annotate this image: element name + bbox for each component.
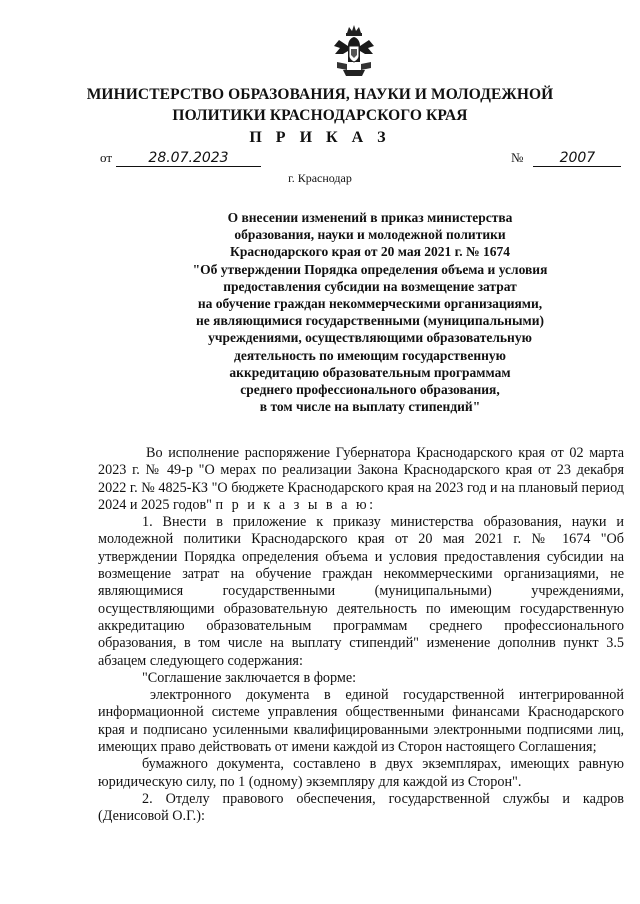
intro-action: п р и к а з ы в а ю: [215,496,376,513]
item-1-paragraph: 1. Внести в приложение к приказу министерства образования, науки и молодежной политики Краснодарского края от 20 мая 2021 г. № 1674 "Об утверждении Порядка определения объема и условия предоставления субсидии на возмещение затрат на обучение граждан некоммерческими организациями, не являющимися государственными (муниципальными) учреждениями, осуществляющими образовательную деятельность по имеющим государственную аккредитацию образовательным программам среднего профессионального образования, в том числе на выплату стипендий" изменение дополнив пункт 3.5 абзацем следующего содержания: [98,514,624,669]
subject-line: среднего профессионального образования, [240,382,500,398]
ministry-name [0,84,640,126]
intro-paragraph [98,445,624,514]
coat-of-arms-icon [331,24,377,78]
number-prefix: № [511,150,524,165]
number-value: 2007 [533,151,621,167]
city: г. Краснодар [288,171,352,185]
subject-line: образования, науки и молодежной политики [234,227,506,243]
ministry-line-2: ПОЛИТИКИ КРАСНОДАРСКОГО КРАЯ [172,107,468,124]
subject-line: Краснодарского края от 20 мая 2021 г. № 1674 [230,244,510,260]
subject-line: учреждениями, осуществляющими образовательную [208,330,532,346]
subject-line: на обучение граждан некоммерческими организациями, [197,296,543,312]
order-number [511,150,621,167]
subject-line: О внесении изменений в приказ министерства [227,210,513,225]
subject-line: в том числе на выплату стипендий" [259,399,481,415]
document-type: П Р И К А З [249,129,391,146]
order-date [100,150,261,167]
intro-text: Во исполнение распоряжение Губернатора Краснодарского края от 02 марта 2023 г. № 49-р "О мерах по реализации Закона Краснодарского края от 23 декабря 2022 г. № 4825-КЗ "О бюджете Краснодарского края на 2023 год и на плановый период 2024 и 2025 годов" [98,445,624,513]
order-body [98,445,624,826]
date-value: 28.07.2023 [116,151,261,167]
subject-line: предоставления субсидии на возмещение затрат [223,278,517,294]
subject-line: "Об утверждении Порядка определения объема и условия [192,261,548,277]
quote-electronic: электронного документа в единой государственной интегрированной информационной системе управления общественными финансами Краснодарского края и подписано усиленными квалифицированными электронными подписями лиц, имеющих право действовать от имени каждой из Сторон настоящего Соглашения; [98,687,624,756]
ministry-line-1: МИНИСТЕРСТВО ОБРАЗОВАНИЯ, НАУКИ И МОЛОДЕЖНОЙ [86,86,554,103]
quote-intro: "Соглашение заключается в форме: [142,669,357,686]
date-prefix: от [100,150,113,165]
subject-line: не являющимися государственными (муниципальными) [196,313,544,329]
subject-line: деятельность по имеющим государственную [234,347,506,363]
quote-paper: бумажного документа, составлено в двух экземплярах, имеющих равную юридическую силу, по 1 (одному) экземпляру для каждой из Сторон". [98,756,624,790]
subject-line: аккредитацию образовательным программам [229,364,511,380]
item-2-paragraph: 2. Отделу правового обеспечения, государственной службы и кадров (Денисовой О.Г.): [98,790,624,825]
order-subject [150,209,590,415]
